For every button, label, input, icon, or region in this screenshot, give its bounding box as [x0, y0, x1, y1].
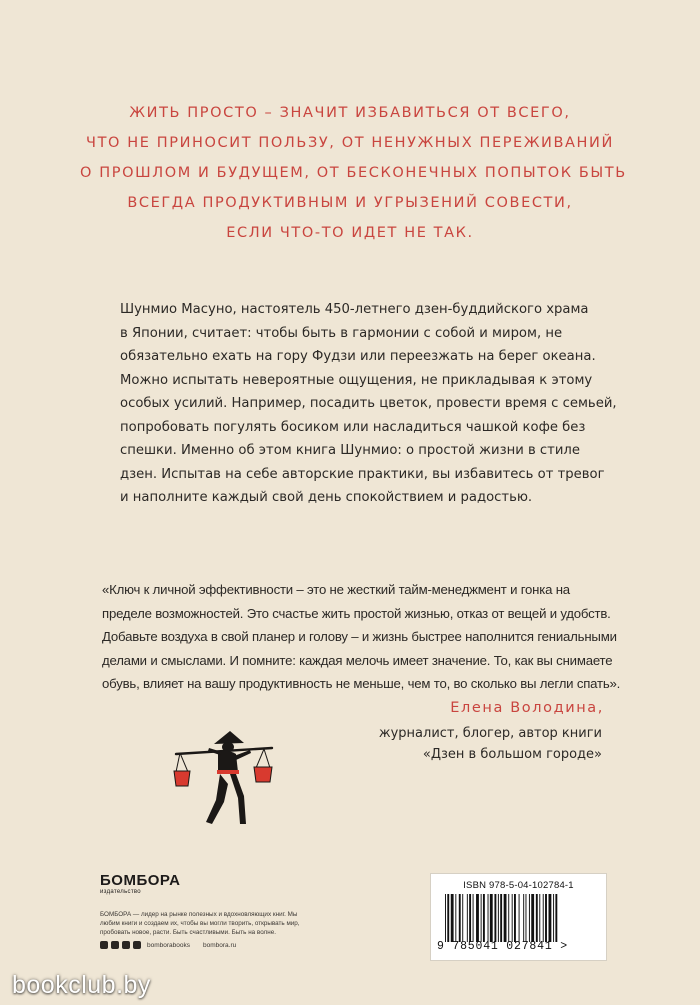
- barcode-bar: [553, 894, 554, 942]
- description-line: дзен. Испытав на себе авторские практики, вы избавитесь от тревог: [120, 466, 605, 482]
- barcode-bar: [519, 894, 520, 942]
- barcode-bar: [451, 894, 454, 942]
- barcode-bar: [467, 894, 468, 942]
- isbn-barcode-block: [430, 873, 607, 961]
- barcode: [445, 894, 595, 942]
- headline-line: ЕСЛИ ЧТО-ТО ИДЕТ НЕ ТАК.: [226, 225, 474, 241]
- barcode-bar: [476, 894, 479, 942]
- youtube-icon: [122, 941, 130, 949]
- barcode-bar: [512, 894, 513, 942]
- barcode-bar: [545, 894, 547, 942]
- barcode-bar: [531, 894, 534, 942]
- barcode-bar: [494, 894, 496, 942]
- barcode-bar: [523, 894, 524, 942]
- description-line: обязательно ехать на гору Фудзи или переезжать на берег океана.: [120, 349, 596, 364]
- barcode-bar: [469, 894, 471, 942]
- author-role-line: журналист, блогер, автор книги: [378, 726, 602, 741]
- isbn-label: ISBN 978-5-04-102784-1: [463, 880, 574, 891]
- social-handle: bomborabooks: [147, 941, 190, 949]
- site-watermark: bookclub.by: [12, 971, 151, 999]
- barcode-bar: [543, 894, 544, 942]
- headline-line: ЖИТЬ ПРОСТО – ЗНАЧИТ ИЗБАВИТЬСЯ ОТ ВСЕГО,: [129, 105, 571, 121]
- barcode-bar: [473, 894, 474, 942]
- testimonial-quote: [102, 578, 621, 696]
- barcode-bar: [536, 894, 538, 942]
- barcode-bar: [526, 894, 527, 942]
- barcode-bar: [539, 894, 540, 942]
- author-role-line: «Дзен в большом городе»: [422, 747, 602, 762]
- headline-line: ВСЕГДА ПРОДУКТИВНЫМ И УГРЫЗЕНИЙ СОВЕСТИ,: [127, 195, 573, 211]
- publisher-description: БОМБОРА — лидер на рынке полезных и вдохновляющих книг. Мы любим книги и создаем их, чтобы вы могли творить, открывать мир, пробовать новое, расти. Быть счастливыми. Быть на волне.: [100, 911, 300, 936]
- barcode-bar: [504, 894, 507, 942]
- headline-line: ЧТО НЕ ПРИНОСИТ ПОЛЬЗУ, ОТ НЕНУЖНЫХ ПЕРЕЖИВАНИЙ: [86, 135, 614, 151]
- book-description: [120, 298, 617, 510]
- barcode-bar: [447, 894, 449, 942]
- quote-line: обувь, влияет на вашу продуктивность не меньше, чем то, во сколько вы легли спать».: [102, 676, 621, 691]
- vk-icon: [100, 941, 108, 949]
- barcode-bar: [508, 894, 509, 942]
- quote-line: делами и смыслами. И помните: каждая мелочь имеет значение. То, как вы снимаете: [102, 652, 613, 668]
- publisher-site: bombora.ru: [203, 941, 237, 949]
- barcode-bar: [462, 894, 463, 942]
- telegram-icon: [133, 941, 141, 949]
- instagram-icon: [111, 941, 119, 949]
- barcode-bar: [498, 894, 499, 942]
- barcode-bar: [529, 894, 530, 942]
- barcode-bar: [459, 894, 461, 942]
- quote-line: Добавьте воздуха в свой планер и голову – и жизнь быстрее наполнится гениальными: [102, 629, 617, 644]
- headline-line: О ПРОШЛОМ И БУДУЩЕМ, ОТ БЕСКОНЕЧНЫХ ПОПЫТОК БЫТЬ: [80, 165, 627, 181]
- barcode-bar: [514, 894, 516, 942]
- barcode-bar: [555, 894, 557, 942]
- publisher-logo-text: БОМБОРА: [100, 872, 181, 889]
- description-line: в Японии, считает: чтобы быть в гармонии с собой и миром, не: [120, 325, 563, 341]
- quote-author-role: [379, 723, 602, 765]
- publisher-logo-subtitle: издательство: [100, 889, 141, 895]
- description-line: Шунмио Масуно, настоятель 450-летнего дзен-буддийского храма: [120, 302, 589, 317]
- barcode-bar: [549, 894, 552, 942]
- quote-author-name: Елена Володина,: [450, 700, 604, 716]
- quote-line: пределе возможностей. Это счастье жить простой жизнью, отказ от вещей и удобств.: [102, 605, 611, 621]
- barcode-bar: [490, 894, 493, 942]
- barcode-bar: [488, 894, 489, 942]
- description-line: Можно испытать невероятные ощущения, не прикладывая к этому: [120, 372, 593, 388]
- quote-line: «Ключ к личной эффективности – это не жесткий тайм-менеджмент и гонка на: [102, 582, 570, 597]
- barcode-bar: [500, 894, 502, 942]
- publisher-logo: [100, 873, 180, 895]
- barcode-bar: [483, 894, 485, 942]
- isbn-digits: 9 785041 027841 >: [437, 940, 568, 953]
- description-line: особых усилий. Например, посадить цветок, провести время с семьей,: [120, 396, 617, 411]
- description-line: и наполните каждый свой день спокойствием и радостью.: [120, 490, 533, 505]
- headline-quote: [80, 98, 627, 248]
- porter-figure-illustration: [172, 728, 282, 838]
- barcode-bar: [445, 894, 446, 942]
- description-line: попробовать погулять босиком или насладиться чашкой кофе без: [120, 419, 586, 435]
- publisher-social: [100, 941, 236, 949]
- barcode-bar: [455, 894, 456, 942]
- barcode-bar: [481, 894, 482, 942]
- description-line: спешки. Именно об этом книга Шунмио: о простой жизни в стиле: [120, 443, 580, 458]
